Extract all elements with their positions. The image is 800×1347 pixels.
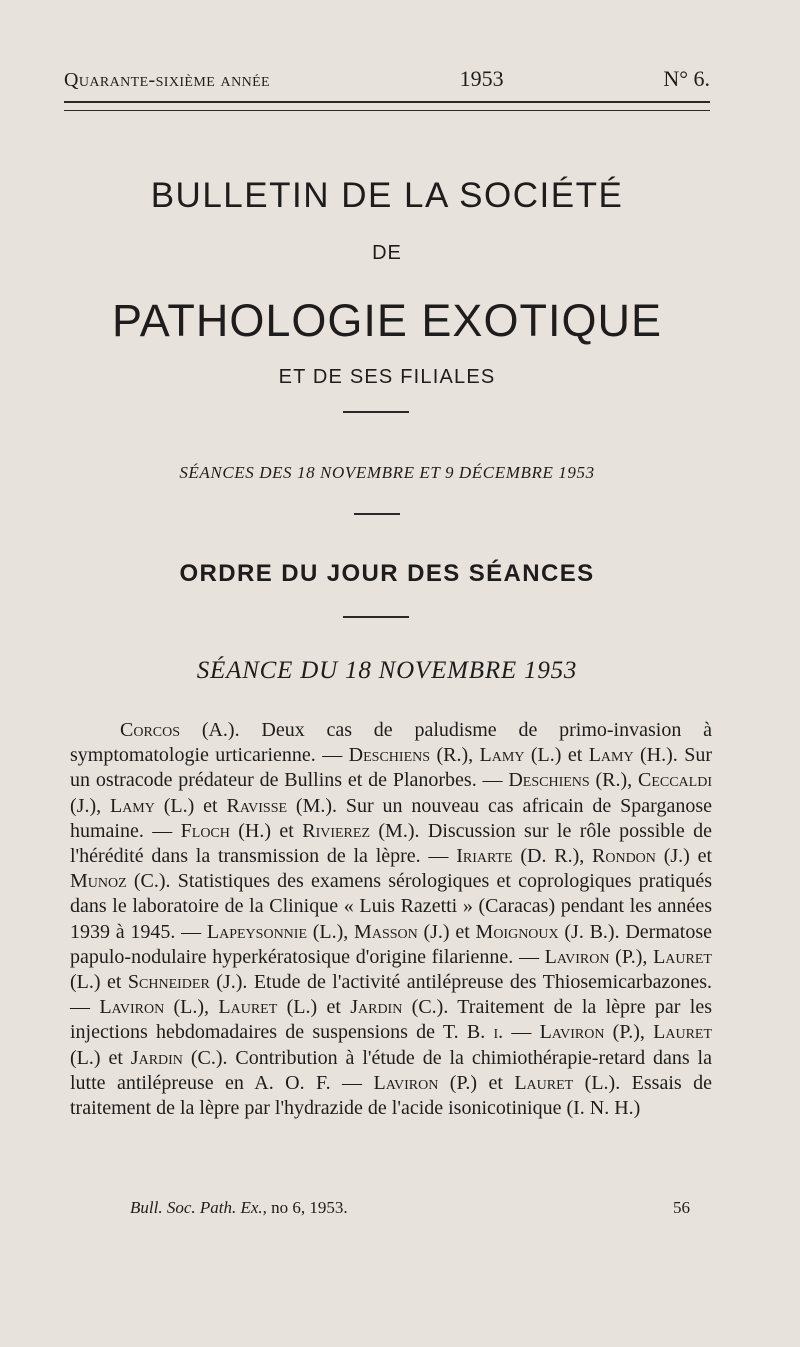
journal-title-main: PATHOLOGIE EXOTIQUE — [112, 295, 662, 346]
author-name: Jardin — [350, 996, 403, 1019]
agenda-text: (H.) et — [229, 819, 303, 842]
divider-rule — [343, 616, 409, 618]
agenda-text: (L.), — [307, 920, 355, 943]
agenda-body — [70, 718, 712, 1121]
page-footer — [130, 1198, 690, 1218]
divider-rule — [354, 513, 400, 515]
journal-title-line2: DE — [372, 242, 402, 264]
agenda-text: (P.), — [604, 1021, 654, 1044]
agenda-text: (C.). Statistiques des examens sérologiques et coprologiques pratiqués dans le laboratoire de la Clinique « Luis Razetti » (Caracas) pendant les années 1939 à 1945. — — [70, 870, 712, 943]
author-name: Deschiens — [508, 769, 590, 792]
footer-citation — [130, 1198, 348, 1218]
agenda-text: (L.), — [164, 996, 219, 1019]
agenda-text: (M.). Discussion sur le rôle possible de l'hérédité dans la transmission de la lèpre. — — [70, 819, 712, 868]
author-name: Lauret — [653, 1021, 713, 1044]
agenda-text: (H.). Sur un ostracode prédateur de Bullins et de Planorbes. — — [70, 744, 712, 792]
agenda-text: (P.), — [609, 945, 654, 968]
agenda-text: (C.). Contribution à l'étude de la chimiothérapie-retard dans la lutte antilépreuse en A. O. F. — — [70, 1046, 712, 1094]
sessions-dates: SÉANCES DES 18 NOVEMBRE ET 9 DÉCEMBRE 1953 — [179, 463, 595, 482]
author-name: Floch — [180, 819, 230, 842]
author-name: Schneider — [127, 971, 210, 994]
author-name: Laviron — [373, 1071, 439, 1094]
agenda-text: (J.), — [70, 794, 110, 817]
agenda-text: . — — [498, 1021, 540, 1044]
author-name: Lapeysonnie — [206, 920, 307, 943]
author-name: Jardin — [130, 1046, 183, 1069]
agenda-paragraph — [70, 718, 712, 1121]
agenda-text: (J.) et — [655, 845, 712, 868]
agenda-text: (L.) et — [154, 794, 227, 817]
agenda-text: (L.) et — [524, 744, 589, 767]
author-name: Lauret — [218, 996, 278, 1019]
author-name: Laviron — [544, 945, 610, 968]
agenda-text: (D. R.), — [512, 845, 593, 868]
agenda-text: (L.) et — [277, 996, 351, 1019]
agenda-text: (P.) et — [438, 1071, 515, 1094]
author-name: Ceccaldi — [637, 769, 712, 792]
divider-rule — [343, 411, 409, 413]
author-name: Masson — [354, 920, 418, 943]
author-name: Rondon — [592, 845, 656, 868]
author-name: Laviron — [539, 1021, 605, 1044]
author-name: Corcos — [120, 719, 181, 741]
running-head — [64, 66, 710, 92]
strain-label: i — [493, 1021, 499, 1044]
author-name: Rivierez — [302, 819, 371, 842]
agenda-text: (J.). Etude de l'activité antilépreuse des Thiosemicarbazones. — — [70, 971, 712, 1019]
agenda-text: (R.), — [589, 769, 638, 792]
agenda-text: (R.), — [430, 744, 480, 767]
author-name: Ravisse — [226, 794, 288, 817]
seance-title: SÉANCE DU 18 NOVEMBRE 1953 — [196, 657, 578, 684]
agenda-text: (J. B.). Dermatose papulo-nodulaire hyperkératosique d'origine filarienne. — — [70, 920, 712, 968]
footer-journal: Bull. Soc. Path. Ex., — [130, 1198, 267, 1217]
section-title: ORDRE DU JOUR DES SÉANCES — [179, 560, 595, 587]
author-name: Munoz — [70, 870, 127, 893]
agenda-text: (M.). Sur un nouveau cas africain de Sparganose humaine. — — [70, 794, 712, 842]
issue-number: N° 6. — [663, 66, 710, 91]
author-name: Laviron — [99, 996, 165, 1019]
author-name: Lauret — [514, 1071, 574, 1094]
journal-title-line1: BULLETIN DE LA SOCIÉTÉ — [150, 176, 624, 215]
agenda-text: (C.). Traitement de la lèpre par les injections hebdomadaires de suspensions de T. B. — [70, 996, 712, 1044]
author-name: Deschiens — [348, 744, 431, 767]
author-name: Moignoux — [475, 920, 559, 943]
author-name: Iriarte — [456, 845, 513, 868]
author-name: Lauret — [653, 945, 712, 968]
footer-issue: no 6, 1953. — [271, 1198, 348, 1217]
volume-year-label: Quarante-sixième année — [64, 69, 270, 91]
agenda-text: (L.) et — [70, 1046, 131, 1069]
author-name: Lamy — [588, 744, 634, 767]
author-name: Lamy — [479, 744, 525, 767]
journal-title-subtitle: ET DE SES FILIALES — [278, 366, 496, 388]
author-name: Lamy — [109, 794, 155, 817]
header-double-rule — [64, 101, 710, 111]
agenda-text: (L.) et — [70, 971, 128, 994]
publication-year: 1953 — [459, 66, 504, 91]
agenda-text: (A.). Deux cas de paludisme de primo-invasion à symptomatologie urticarienne. — — [70, 719, 712, 767]
page-number: 56 — [673, 1198, 690, 1217]
agenda-text: (L.). Essais de traitement de la lèpre par l'hydrazide de l'acide isonicotinique (I. N. H.) — [70, 1071, 712, 1120]
agenda-text: (J.) et — [417, 920, 476, 943]
